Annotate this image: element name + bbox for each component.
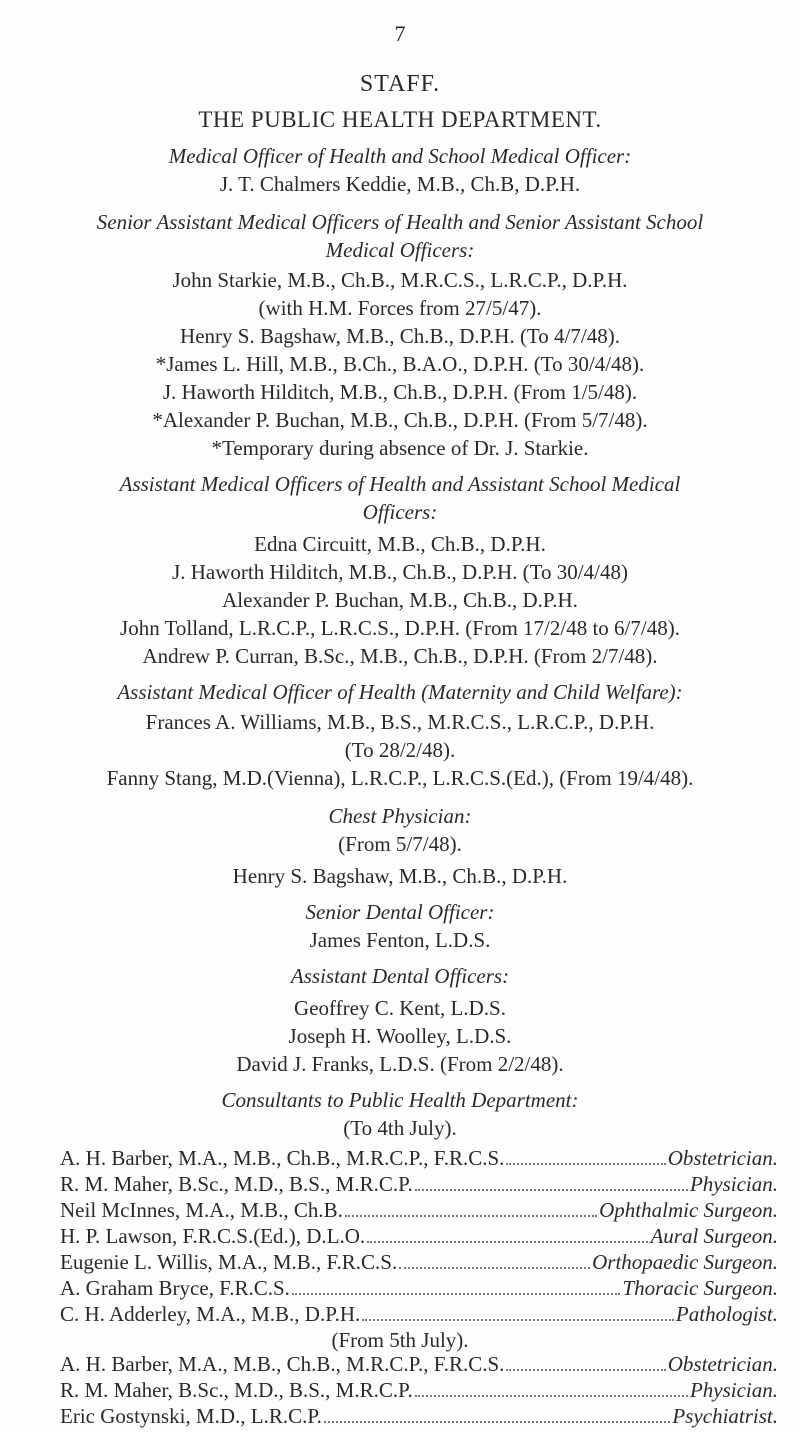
dot-leader bbox=[506, 1355, 665, 1371]
dot-leader bbox=[292, 1279, 621, 1295]
dot-leader bbox=[415, 1381, 688, 1397]
dot-leader bbox=[367, 1227, 648, 1243]
assistant-dental-line: David J. Franks, L.D.S. (From 2/2/48). bbox=[236, 1052, 564, 1076]
consultants-period: (From 5th July). bbox=[331, 1328, 469, 1352]
moh-title: Medical Officer of Health and School Medical Officer: bbox=[168, 144, 632, 168]
consultant-name: R. M. Maher, B.Sc., M.D., B.S., M.R.C.P. bbox=[60, 1378, 413, 1402]
consultant-role: Orthopaedic Surgeon. bbox=[592, 1250, 778, 1274]
consultant-name: H. P. Lawson, F.R.C.S.(Ed.), D.L.O. bbox=[60, 1224, 366, 1248]
consultant-role: Physician. bbox=[689, 1172, 778, 1196]
dot-leader bbox=[415, 1175, 688, 1191]
dot-leader bbox=[506, 1149, 665, 1165]
consultant-row bbox=[60, 1146, 778, 1170]
chest-line: (From 5/7/48). bbox=[338, 832, 462, 856]
consultant-role: Aural Surgeon. bbox=[650, 1224, 778, 1248]
senior-line: J. Haworth Hilditch, M.B., Ch.B., D.P.H. (From 1/5/48). bbox=[162, 380, 638, 404]
senior-line: John Starkie, M.B., Ch.B., M.R.C.S., L.R.C.P., D.P.H. bbox=[172, 268, 628, 292]
department-title: THE PUBLIC HEALTH DEPARTMENT. bbox=[198, 107, 602, 132]
consultant-name: A. H. Barber, M.A., M.B., Ch.B., M.R.C.P., F.R.C.S. bbox=[60, 1352, 505, 1376]
assistant-title-1: Assistant Medical Officers of Health and Assistant School Medical bbox=[119, 472, 681, 496]
chest-title: Chest Physician: bbox=[328, 804, 472, 828]
consultant-row bbox=[60, 1378, 778, 1402]
consultant-row bbox=[60, 1172, 778, 1196]
consultant-name: Neil McInnes, M.A., M.B., Ch.B. bbox=[60, 1198, 343, 1222]
consultant-role: Thoracic Surgeon. bbox=[622, 1276, 778, 1300]
page-number: 7 bbox=[394, 21, 406, 46]
dot-leader bbox=[345, 1201, 597, 1217]
senior-title-1: Senior Assistant Medical Officers of Health and Senior Assistant School bbox=[96, 210, 704, 234]
consultant-row bbox=[60, 1404, 778, 1428]
consultant-name: A. Graham Bryce, F.R.C.S. bbox=[60, 1276, 290, 1300]
dot-leader bbox=[324, 1407, 670, 1423]
assistant-line: Andrew P. Curran, B.Sc., M.B., Ch.B., D.P.H. (From 2/7/48). bbox=[142, 644, 658, 668]
dot-leader bbox=[399, 1253, 590, 1269]
maternity-line: Fanny Stang, M.D.(Vienna), L.R.C.P., L.R.C.S.(Ed.), (From 19/4/48). bbox=[106, 766, 694, 790]
senior-line: Henry S. Bagshaw, M.B., Ch.B., D.P.H. (To 4/7/48). bbox=[180, 324, 620, 348]
assistant-line: Edna Circuitt, M.B., Ch.B., D.P.H. bbox=[254, 532, 546, 556]
assistant-line: J. Haworth Hilditch, M.B., Ch.B., D.P.H. (To 30/4/48) bbox=[172, 560, 628, 584]
consultant-role: Obstetrician. bbox=[667, 1352, 778, 1376]
consultant-name: A. H. Barber, M.A., M.B., Ch.B., M.R.C.P., F.R.C.S. bbox=[60, 1146, 505, 1170]
page-heading: STAFF. bbox=[359, 71, 441, 97]
assistant-dental-title: Assistant Dental Officers: bbox=[290, 964, 510, 988]
assistant-dental-line: Geoffrey C. Kent, L.D.S. bbox=[294, 996, 506, 1020]
senior-line: *Alexander P. Buchan, M.B., Ch.B., D.P.H. (From 5/7/48). bbox=[152, 408, 648, 432]
consultant-role: Obstetrician. bbox=[667, 1146, 778, 1170]
maternity-line: Frances A. Williams, M.B., B.S., M.R.C.S., L.R.C.P., D.P.H. bbox=[145, 710, 655, 734]
consultant-name: R. M. Maher, B.Sc., M.D., B.S., M.R.C.P. bbox=[60, 1172, 413, 1196]
consultant-row bbox=[60, 1224, 778, 1248]
consultants-period: (To 4th July). bbox=[343, 1116, 457, 1140]
consultant-role: Physician. bbox=[689, 1378, 778, 1402]
consultant-name: Eugenie L. Willis, M.A., M.B., F.R.C.S. bbox=[60, 1250, 398, 1274]
assistant-line: Alexander P. Buchan, M.B., Ch.B., D.P.H. bbox=[222, 588, 578, 612]
maternity-title: Assistant Medical Officer of Health (Maternity and Child Welfare): bbox=[117, 680, 683, 704]
senior-dental-title: Senior Dental Officer: bbox=[305, 900, 495, 924]
senior-line: *James L. Hill, M.B., B.Ch., B.A.O., D.P.H. (To 30/4/48). bbox=[155, 352, 645, 376]
chest-line: Henry S. Bagshaw, M.B., Ch.B., D.P.H. bbox=[232, 864, 568, 888]
consultant-row bbox=[60, 1302, 778, 1326]
dot-leader bbox=[362, 1305, 674, 1321]
moh-name: J. T. Chalmers Keddie, M.B., Ch.B, D.P.H. bbox=[219, 172, 581, 196]
consultant-role: Ophthalmic Surgeon. bbox=[599, 1198, 778, 1222]
consultant-role: Psychiatrist. bbox=[672, 1404, 778, 1428]
consultant-name: C. H. Adderley, M.A., M.B., D.P.H. bbox=[60, 1302, 361, 1326]
consultant-row bbox=[60, 1276, 778, 1300]
consultant-name: Eric Gostynski, M.D., L.R.C.P. bbox=[60, 1404, 322, 1428]
senior-dental-line: James Fenton, L.D.S. bbox=[309, 928, 491, 952]
consultant-row bbox=[60, 1250, 778, 1274]
assistant-line: John Tolland, L.R.C.P., L.R.C.S., D.P.H. (From 17/2/48 to 6/7/48). bbox=[120, 616, 680, 640]
consultant-role: Pathologist. bbox=[675, 1302, 778, 1326]
consultants-title: Consultants to Public Health Department: bbox=[221, 1088, 579, 1112]
consultant-row bbox=[60, 1352, 778, 1376]
senior-line: (with H.M. Forces from 27/5/47). bbox=[258, 296, 542, 320]
senior-title-2: Medical Officers: bbox=[325, 238, 475, 262]
assistant-dental-line: Joseph H. Woolley, L.D.S. bbox=[288, 1024, 512, 1048]
consultant-row bbox=[60, 1198, 778, 1222]
senior-footnote: *Temporary during absence of Dr. J. Starkie. bbox=[211, 436, 589, 460]
maternity-line: (To 28/2/48). bbox=[344, 738, 456, 762]
assistant-title-2: Officers: bbox=[362, 500, 438, 524]
